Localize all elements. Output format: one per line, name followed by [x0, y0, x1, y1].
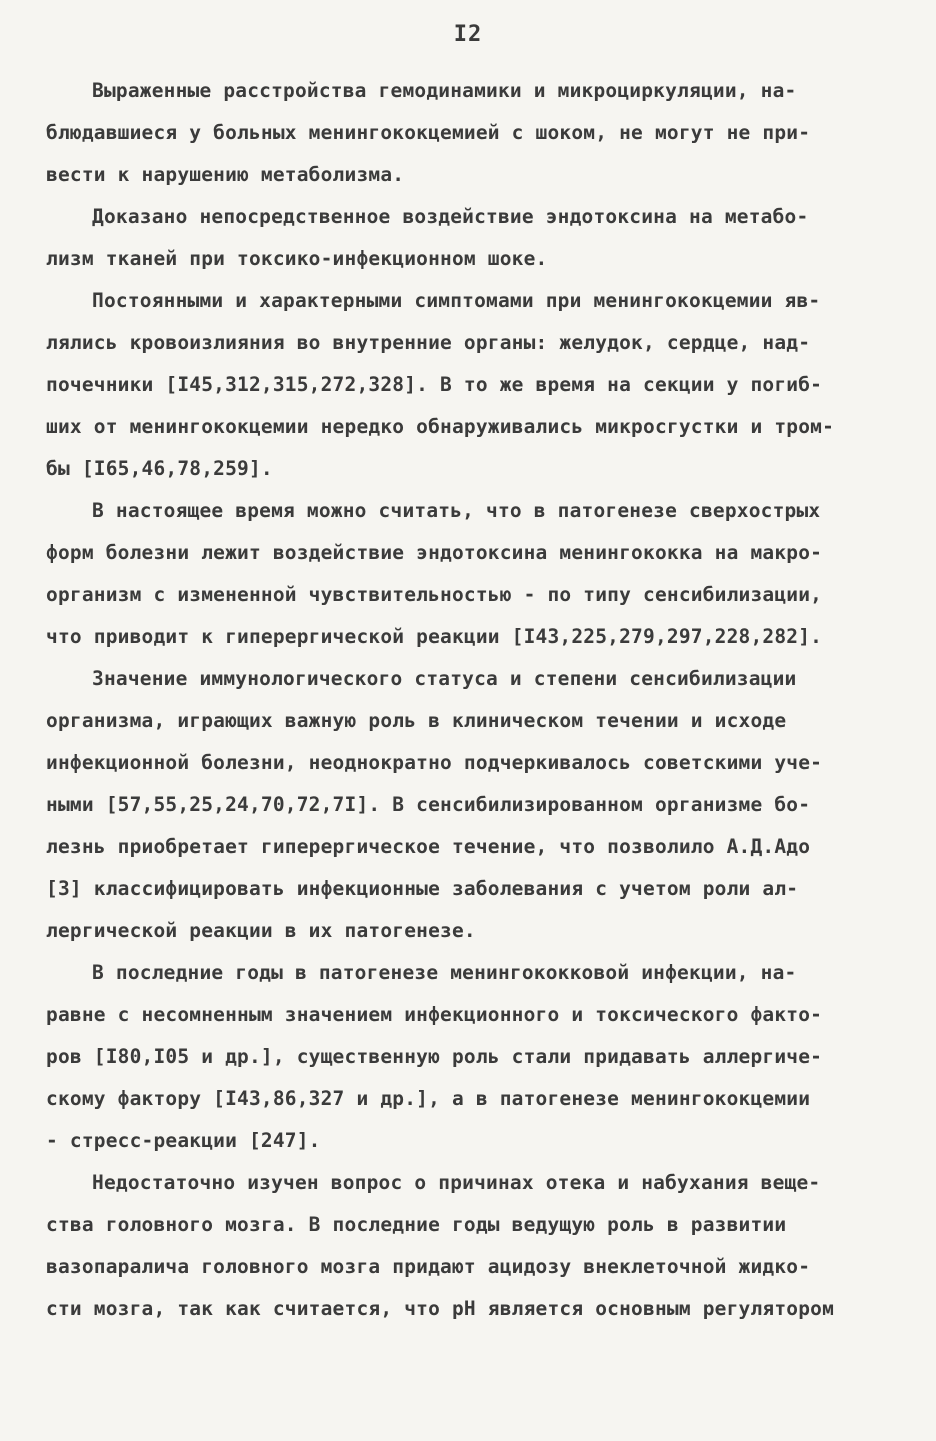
text-line: Доказано непосредственное воздействие эндотоксина на метабо- — [92, 205, 809, 228]
text-line: равне с несомненным значением инфекционного и токсического факто- — [46, 1003, 823, 1026]
text-line: В настоящее время можно считать, что в патогенезе сверхострых — [92, 499, 821, 522]
text-line: Выраженные расстройства гемодинамики и микроциркуляции, на- — [92, 79, 797, 102]
text-line: ших от менингококцемии нередко обнаруживались микросгустки и тром- — [46, 415, 835, 438]
text-line: ров [I80,I05 и др.], существенную роль стали придавать аллергиче- — [46, 1045, 823, 1068]
text-line: блюдавшиеся у больных менингококцемией с шоком, не могут не при- — [46, 121, 811, 144]
text-line: организм с измененной чувствительностью - по типу сенсибилизации, — [46, 583, 823, 606]
text-line: ства головного мозга. В последние годы ведущую роль в развитии — [46, 1213, 787, 1236]
text-line: В последние годы в патогенезе менингококковой инфекции, на- — [92, 961, 797, 984]
text-line: организма, играющих важную роль в клиническом течении и исходе — [46, 709, 787, 732]
text-line: инфекционной болезни, неоднократно подчеркивалось советскими уче- — [46, 751, 823, 774]
text-line: форм болезни лежит воздействие эндотоксина менингококка на макро- — [46, 541, 823, 564]
text-line: вазопаралича головного мозга придают ацидозу внеклеточной жидко- — [46, 1255, 811, 1278]
text-line: что приводит к гиперергической реакции [I43,225,279,297,228,282]. — [46, 625, 823, 648]
text-line: лялись кровоизлияния во внутренние органы: желудок, сердце, над- — [46, 331, 811, 354]
page-number: I2 — [453, 22, 483, 47]
text-line: - стресс-реакции [247]. — [46, 1129, 321, 1152]
text-line: вести к нарушению метаболизма. — [46, 163, 405, 186]
text-line: бы [I65,46,78,259]. — [46, 457, 273, 480]
text-line: Недостаточно изучен вопрос о причинах отека и набухания веще- — [92, 1171, 821, 1194]
text-body — [46, 70, 896, 1330]
text-line: лезнь приобретает гиперергическое течение, что позволило А.Д.Адо — [46, 835, 811, 858]
text-line: Значение иммунологического статуса и степени сенсибилизации — [92, 667, 797, 690]
text-line: [3] классифицировать инфекционные заболевания с учетом роли ал- — [46, 877, 799, 900]
text-line: лизм тканей при токсико-инфекционном шоке. — [46, 247, 548, 270]
text-line: лергической реакции в их патогенезе. — [46, 919, 476, 942]
text-line: ными [57,55,25,24,70,72,7I]. В сенсибилизированном организме бо- — [46, 793, 811, 816]
text-line: Постоянными и характерными симптомами при менингококцемии яв- — [92, 289, 821, 312]
text-line: сти мозга, так как считается, что рН является основным регулятором — [46, 1297, 835, 1320]
text-line: почечники [I45,312,315,272,328]. В то же время на секции у погиб- — [46, 373, 823, 396]
text-line: скому фактору [I43,86,327 и др.], а в патогенезе менингококцемии — [46, 1087, 811, 1110]
